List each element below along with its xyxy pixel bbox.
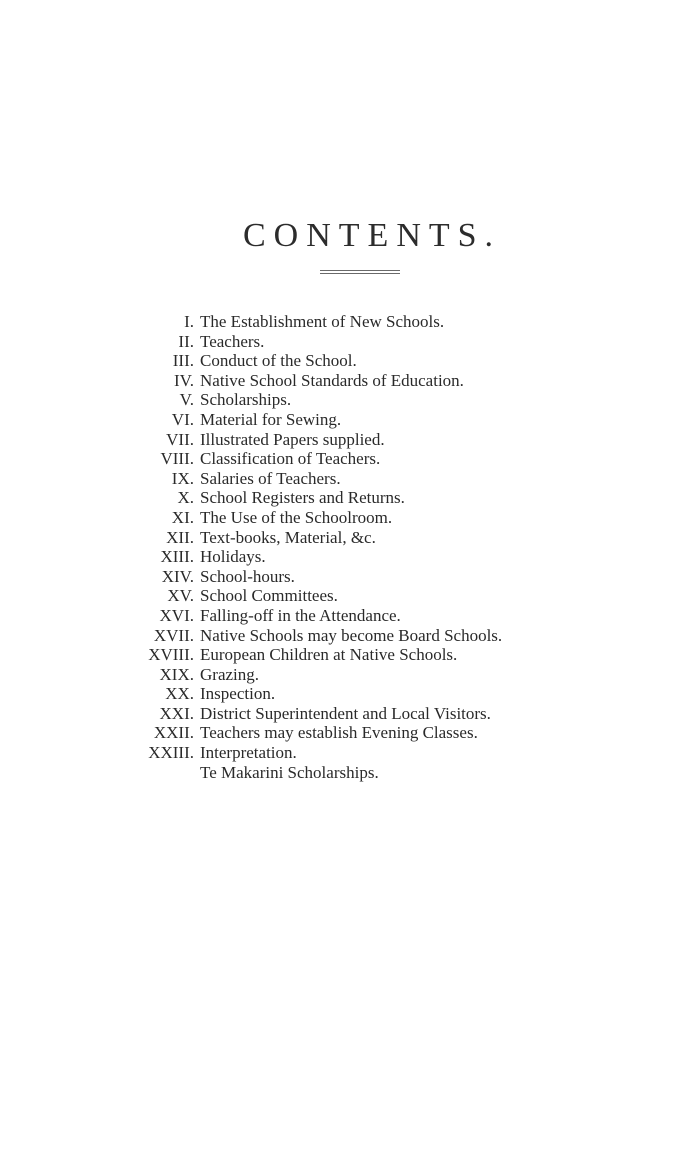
contents-entry [0,626,700,646]
entry-title: Salaries of Teachers. [200,468,341,488]
entry-number: XIII. [160,547,194,567]
entry-title: Classification of Teachers. [200,449,381,469]
entry-number: XV. [167,586,194,606]
entry-title: Inspection. [200,684,276,704]
entry-title: Native Schools may become Board Schools. [200,625,503,645]
contents-entry [0,488,700,508]
entry-title: Illustrated Papers supplied. [200,429,385,449]
entry-title: School-hours. [200,566,295,586]
entry-number: IX. [171,468,194,488]
entry-title: Holidays. [200,547,266,567]
contents-entry [0,606,700,626]
contents-list [0,312,700,782]
entry-number: VII. [166,429,194,449]
entry-title: Text-books, Material, &c. [200,527,376,547]
entry-number: XVI. [159,605,194,625]
entry-title: Te Makarini Scholarships. [200,762,379,782]
entry-number: XVIII. [148,645,194,665]
contents-entry [0,312,700,332]
contents-entry [0,704,700,724]
title-rule-bottom [320,273,400,274]
contents-entry [0,723,700,743]
contents-entry [0,547,700,567]
entry-number: V. [179,390,194,410]
entry-title: Teachers may establish Evening Classes. [200,723,478,743]
contents-entry [0,449,700,469]
contents-entry [0,567,700,587]
entry-number: IV. [174,370,194,390]
entry-title: District Superintendent and Local Visitors. [200,703,491,723]
entry-number: XXIII. [148,743,194,763]
contents-entry [0,351,700,371]
entry-number: VIII. [160,449,194,469]
contents-entry [0,508,700,528]
entry-number: II. [178,331,194,351]
contents-entry [0,390,700,410]
contents-entry [0,743,700,763]
contents-entry [0,684,700,704]
entry-title: Grazing. [200,664,260,684]
entry-number: III. [172,351,194,371]
entry-title: Conduct of the School. [200,351,357,371]
entry-title: The Establishment of New Schools. [200,312,445,331]
entry-title: Falling-off in the Attendance. [200,605,401,625]
contents-entry [0,528,700,548]
page-title: CONTENTS. [243,217,502,254]
entry-number: XIX. [159,664,194,684]
contents-entry [0,586,700,606]
contents-entry [0,371,700,391]
entry-number: VI. [171,409,194,429]
entry-title: Interpretation. [200,743,297,763]
contents-entry [0,332,700,352]
entry-number: XX. [165,684,194,704]
contents-entry [0,645,700,665]
entry-number: XI. [171,507,194,527]
entry-title: Teachers. [200,331,265,351]
contents-entry [0,410,700,430]
contents-entry [0,665,700,685]
entry-number: XXI. [159,703,194,723]
title-rule-top [320,270,400,271]
entry-title: School Committees. [200,586,338,606]
contents-entry [0,430,700,450]
entry-number: X. [177,488,194,508]
entry-number: XIV. [161,566,194,586]
entry-title: Native School Standards of Education. [200,370,464,390]
entry-title: The Use of the Schoolroom. [200,507,393,527]
entry-title: Scholarships. [200,390,292,410]
entry-title: European Children at Native Schools. [200,645,458,665]
entry-number: I. [184,312,194,331]
entry-title: Material for Sewing. [200,409,342,429]
entry-number: XII. [166,527,194,547]
entry-title: School Registers and Returns. [200,488,405,508]
entry-number: XVII. [153,625,194,645]
contents-entry [0,469,700,489]
contents-entry [0,763,700,783]
entry-number: XXII. [153,723,194,743]
